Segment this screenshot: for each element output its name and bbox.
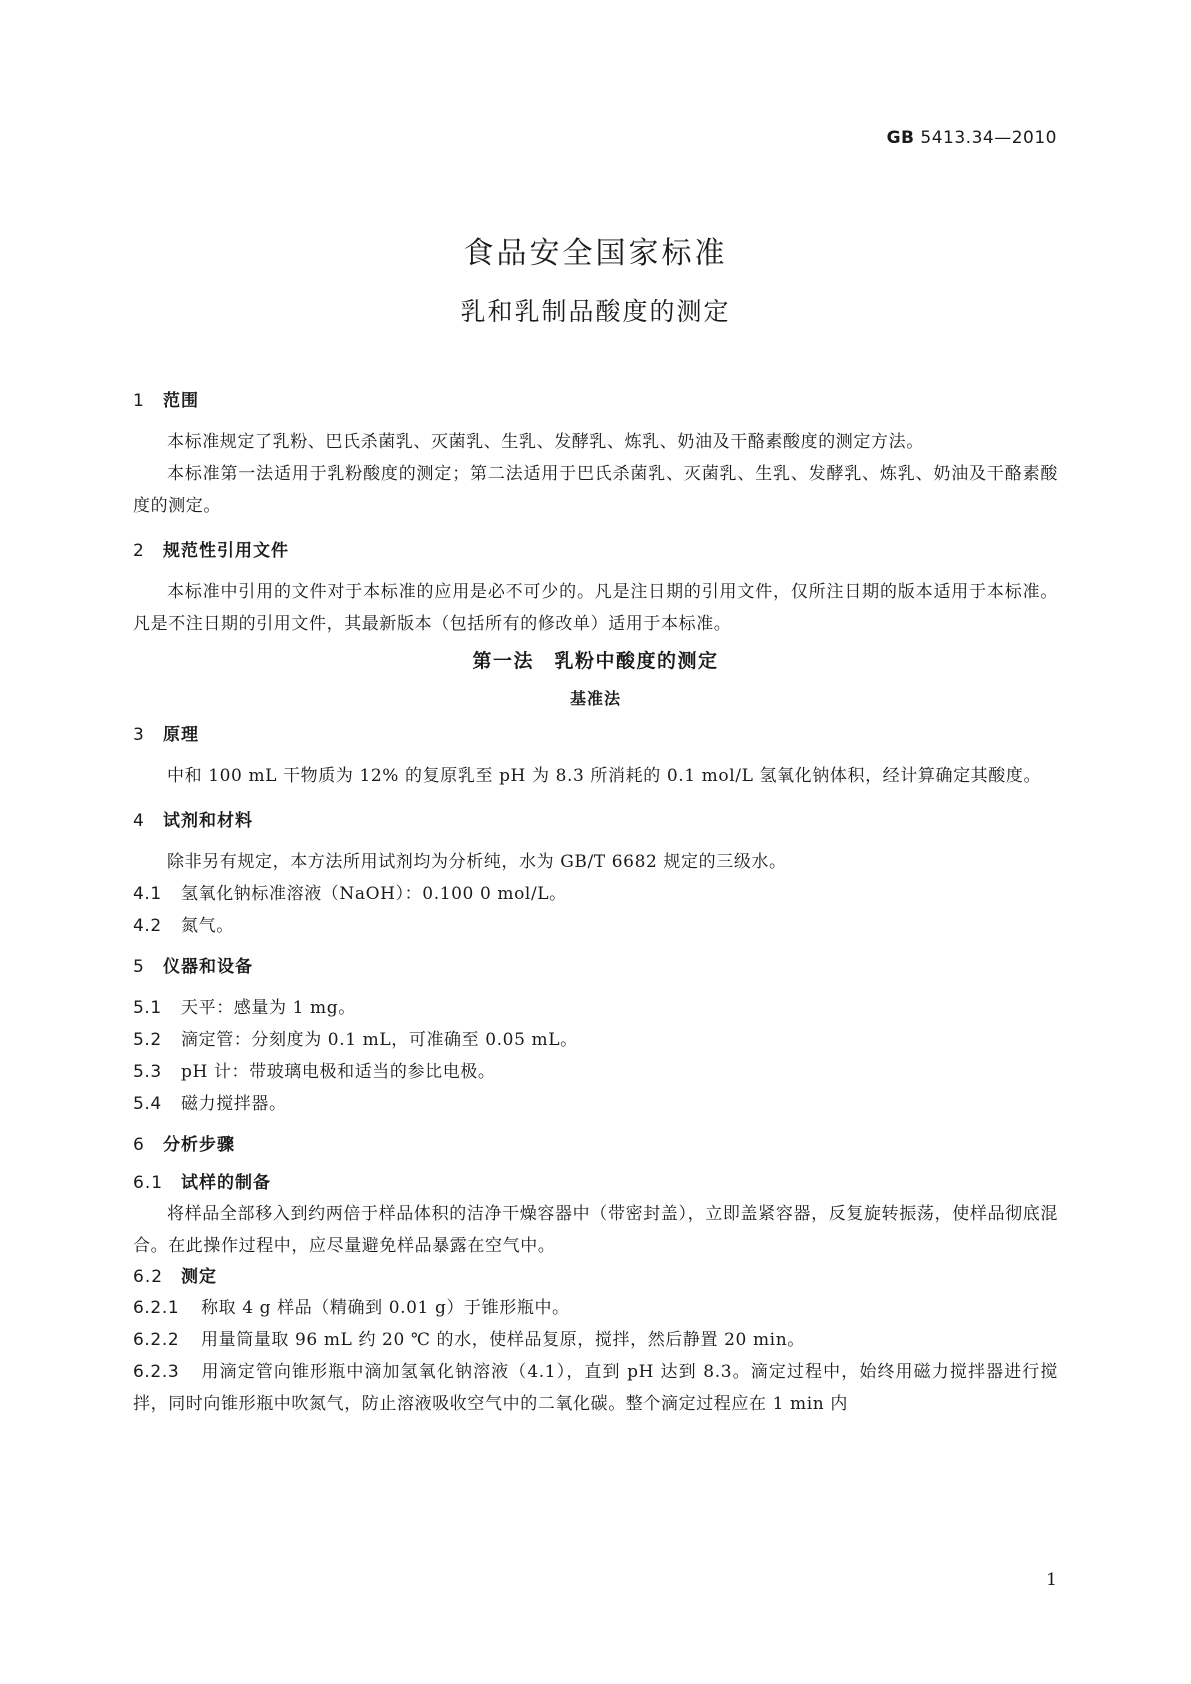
section-title: 分析步骤 [163,1135,235,1155]
method-subtitle: 基准法 [569,689,621,708]
list-item [133,992,1058,1024]
document-title: 食品安全国家标准 [463,236,728,271]
section-number: 2 [133,541,145,561]
page-number: 1 [1046,1570,1057,1590]
item-text: pH 计：带玻璃电极和适当的参比电极。 [181,1062,496,1082]
section-number: 5 [133,957,145,977]
section-heading [133,952,1058,982]
standard-prefix: GB [886,128,915,148]
section-title: 试剂和材料 [163,811,253,831]
list-item [133,1024,1058,1056]
section-title: 规范性引用文件 [163,541,289,561]
item-text: 滴定管：分刻度为 0.1 mL，可准确至 0.05 mL。 [181,1030,578,1050]
list-item [133,878,1058,910]
list-item [133,910,1058,942]
item-number: 4.2 [133,916,162,936]
section-title: 原理 [163,725,199,745]
list-item [133,1088,1058,1120]
section-number: 6 [133,1135,145,1155]
item-text: 磁力搅拌器。 [181,1094,287,1114]
subsection-heading [133,1168,1058,1198]
subsection-number: 6.2 [133,1267,164,1287]
paragraph: 本标准规定了乳粉、巴氏杀菌乳、灭菌乳、生乳、发酵乳、炼乳、奶油及干酪素酸度的测定方法。 [167,432,924,452]
item-text: 用量筒量取 96 mL 约 20 ℃ 的水，使样品复原，搅拌，然后静置 20 min。 [201,1330,805,1350]
item-number: 6.2.3 [133,1362,180,1382]
list-item [133,1056,1058,1088]
section-title: 仪器和设备 [163,957,253,977]
section-heading [133,1130,1058,1160]
section-number: 4 [133,811,145,831]
document-subtitle: 乳和乳制品酸度的测定 [460,297,731,326]
list-item-paragraph [133,1356,1058,1420]
list-item [133,1292,1058,1324]
paragraph: 本标准第一法适用于乳粉酸度的测定；第二法适用于巴氏杀菌乳、灭菌乳、生乳、发酵乳、炼乳、奶油及干酪素酸度的测定。 [133,464,1058,516]
subsection-heading [133,1262,1058,1292]
subsection-title: 试样的制备 [181,1173,271,1193]
item-text: 用滴定管向锥形瓶中滴加氢氧化钠溶液（4.1），直到 pH 达到 8.3。滴定过程中，始终用磁力搅拌器进行搅拌，同时向锥形瓶中吹氮气，防止溶液吸收空气中的二氧化碳。整个滴定过程应在 1 min 内 [133,1362,1058,1414]
section-heading [133,806,1058,836]
section-heading [133,386,1058,416]
paragraph: 本标准中引用的文件对于本标准的应用是必不可少的。凡是注日期的引用文件，仅所注日期的版本适用于本标准。凡是不注日期的引用文件，其最新版本（包括所有的修改单）适用于本标准。 [133,582,1058,634]
method-title: 第一法 乳粉中酸度的测定 [472,650,719,672]
item-text: 氢氧化钠标准溶液（NaOH）：0.100 0 mol/L。 [181,884,567,904]
paragraph: 将样品全部移入到约两倍于样品体积的洁净干燥容器中（带密封盖），立即盖紧容器，反复旋转振荡，使样品彻底混合。在此操作过程中，应尽量避免样品暴露在空气中。 [133,1204,1058,1256]
item-text: 天平：感量为 1 mg。 [181,998,356,1018]
item-number: 5.1 [133,998,162,1018]
paragraph: 除非另有规定，本方法所用试剂均为分析纯，水为 GB/T 6682 规定的三级水。 [167,852,787,872]
item-number: 6.2.1 [133,1298,180,1318]
item-number: 6.2.2 [133,1330,180,1350]
standard-code [887,128,1057,148]
list-item [133,1324,1058,1356]
paragraph: 中和 100 mL 干物质为 12% 的复原乳至 pH 为 8.3 所消耗的 0.1 mol/L 氢氧化钠体积，经计算确定其酸度。 [167,766,1042,786]
item-number: 5.4 [133,1094,162,1114]
section-heading [133,720,1058,750]
subsection-number: 6.1 [133,1173,164,1193]
document-body [133,386,1058,1420]
subsection-title: 测定 [181,1267,217,1287]
item-number: 5.2 [133,1030,162,1050]
item-text: 称取 4 g 样品（精确到 0.01 g）于锥形瓶中。 [201,1298,570,1318]
section-number: 1 [133,391,145,411]
item-number: 4.1 [133,884,162,904]
item-number: 5.3 [133,1062,162,1082]
section-heading [133,536,1058,566]
section-number: 3 [133,725,145,745]
standard-number: 5413.34—2010 [920,128,1057,148]
section-title: 范围 [163,391,199,411]
item-text: 氮气。 [181,916,234,936]
